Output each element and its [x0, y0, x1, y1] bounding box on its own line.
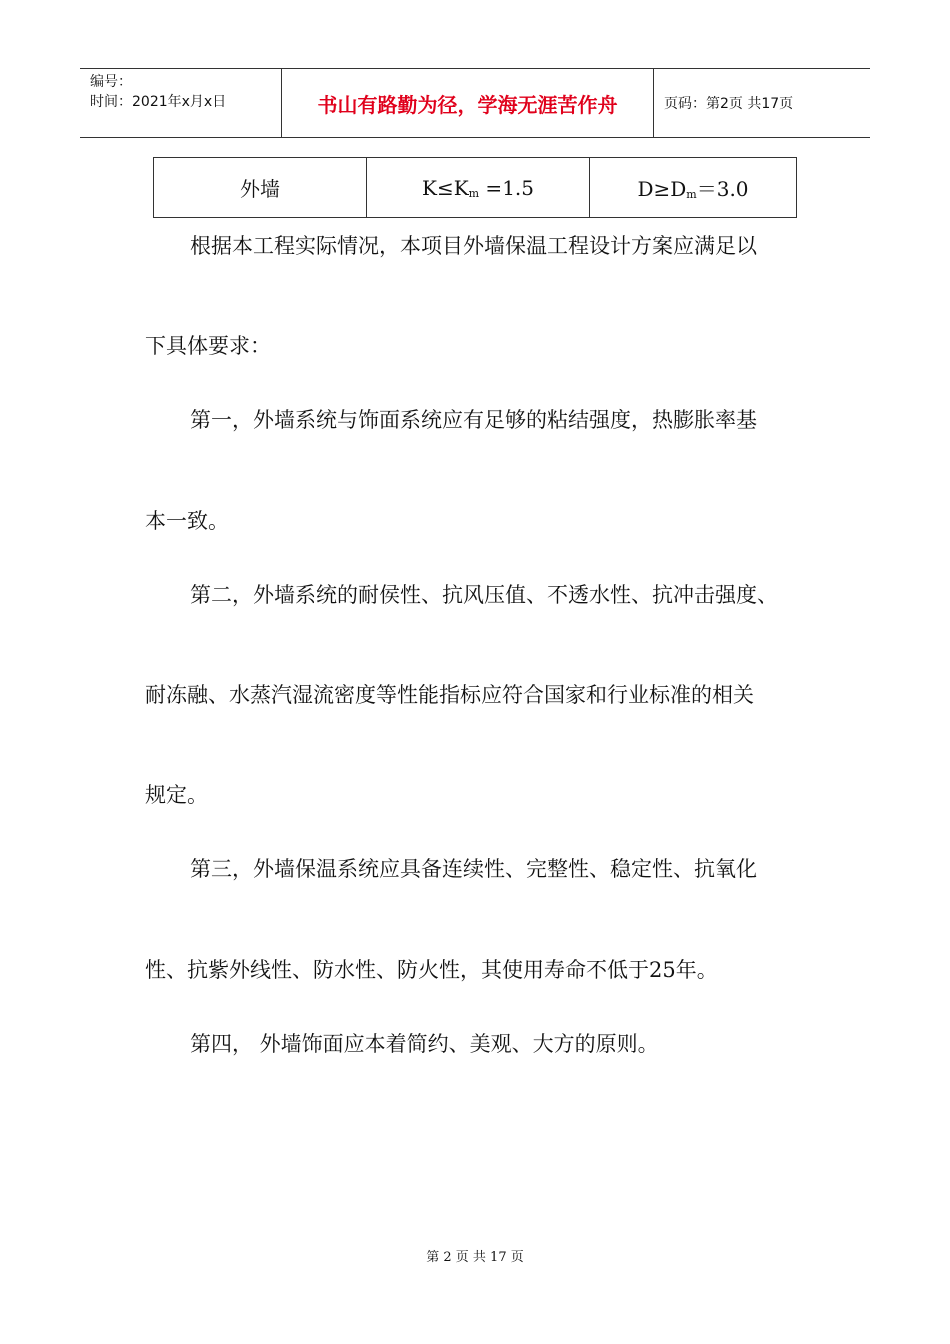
body-line-9: 性、抗紫外线性、防水性、防火性，其使用寿命不低于25年。	[145, 958, 718, 982]
table-row	[154, 158, 797, 218]
body-line-8: 第三，外墙保温系统应具备连续性、完整性、稳定性、抗氧化	[190, 857, 757, 881]
body-line-3: 第一，外墙系统与饰面系统应有足够的粘结强度，热膨胀率基	[190, 408, 757, 432]
wall-type-cell: 外墙	[154, 158, 367, 218]
page-header	[80, 68, 870, 138]
body-line-2: 下具体要求：	[145, 334, 271, 358]
body-line-10: 第四， 外墙饰面应本着简约、美观、大方的原则。	[190, 1032, 659, 1056]
body-line-6: 耐冻融、水蒸汽湿流密度等性能指标应符合国家和行业标准的相关	[145, 683, 754, 707]
d-suffix: ＝3.0	[696, 177, 749, 201]
thermal-requirement-table	[153, 157, 797, 218]
k-value-cell	[367, 158, 590, 218]
d-prefix: D≥D	[637, 177, 687, 201]
k-suffix: =1.5	[479, 175, 534, 200]
document-time-label: 时间：2021年x月x日	[90, 94, 227, 110]
k-prefix: K≤K	[422, 175, 469, 200]
header-page-info: 页码：第2页 共17页	[664, 96, 794, 112]
page-footer: 第 2 页 共 17 页	[426, 1250, 524, 1265]
header-meta	[80, 69, 282, 137]
d-value-cell	[590, 158, 797, 218]
header-motto: 书山有路勤为径，学海无涯苦作舟	[282, 69, 654, 137]
document-number-label: 编号：	[90, 74, 132, 90]
d-subscript: m	[686, 188, 697, 201]
body-line-5: 第二，外墙系统的耐侯性、抗风压值、不透水性、抗冲击强度、	[190, 583, 778, 607]
body-line-1: 根据本工程实际情况，本项目外墙保温工程设计方案应满足以	[190, 234, 757, 258]
body-line-4: 本一致。	[145, 509, 229, 533]
k-subscript: m	[468, 186, 480, 200]
body-line-7: 规定。	[145, 783, 208, 807]
